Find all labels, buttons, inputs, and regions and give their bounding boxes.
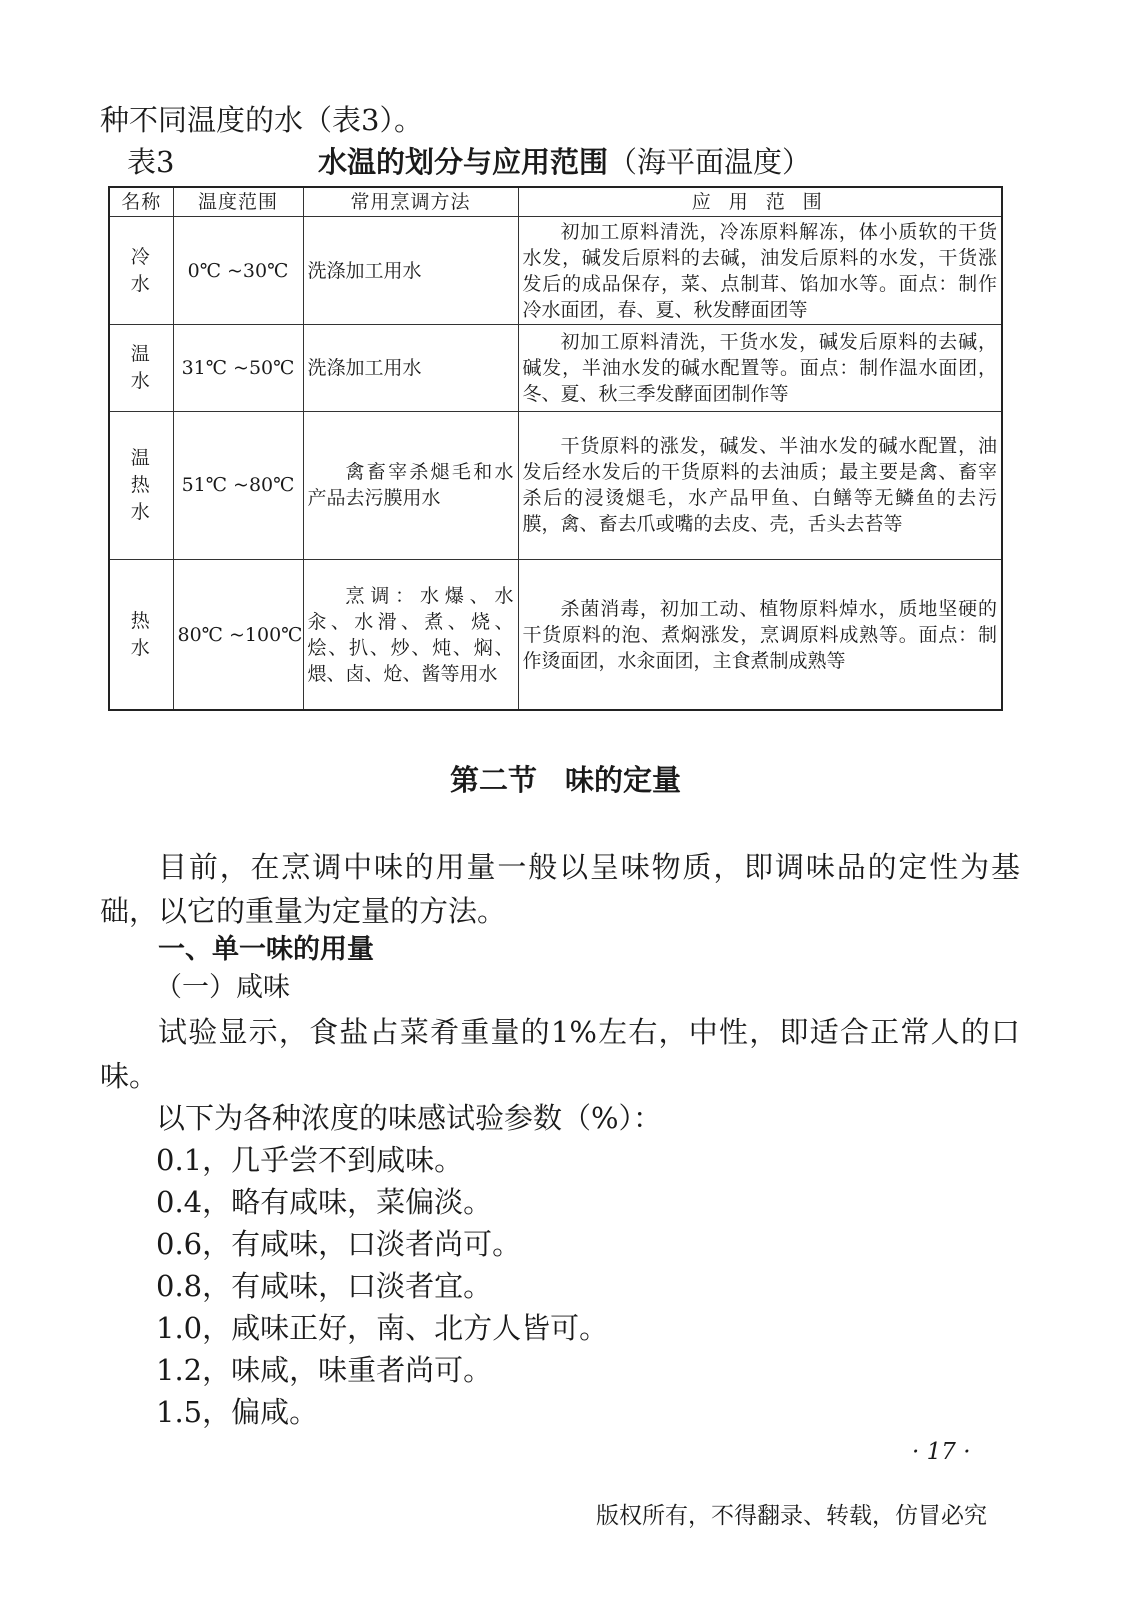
section-title-text: 味的定量	[565, 763, 682, 797]
subheading-salty: （一）咸味	[155, 972, 290, 1003]
row-temperature: 0℃ ~30℃	[173, 217, 303, 325]
list-item: 0.4，略有咸味，菜偏淡。	[156, 1185, 493, 1219]
header-method: 常用烹调方法	[303, 187, 518, 217]
row-name-char: 热	[130, 609, 152, 632]
table-row	[109, 325, 1002, 411]
section-title	[0, 760, 1131, 800]
row-application: 杀菌消毒，初加工动、植物原料焯水，质地坚硬的干货原料的泡、煮焖涨发，烹调原料成熟等。面点：制作烫面团，水汆面团，主食煮制成熟等	[518, 560, 1002, 710]
row-application: 初加工原料清洗，干货水发，碱发后原料的去碱，碱发，半油水发的碱水配置等。面点：制作温水面团，冬、夏、秋三季发酵面团制作等	[518, 325, 1002, 411]
copyright-footer: 版权所有，不得翻录、转载，仿冒必究	[596, 1503, 987, 1529]
header-temperature: 温度范围	[173, 187, 303, 217]
header-name: 名称	[109, 187, 173, 217]
header-application: 应 用 范 围	[518, 187, 1002, 217]
list-item: 0.8，有咸味，口淡者宜。	[156, 1269, 493, 1303]
row-name	[109, 560, 173, 710]
list-lead: 以下为各种浓度的味感试验参数（%）：	[156, 1101, 663, 1135]
row-name-char: 水	[130, 369, 152, 392]
table-row	[109, 411, 1002, 559]
paragraph: 目前，在烹调中味的用量一般以呈味物质，即调味品的定性为基础，以它的重量为定量的方法。	[100, 850, 1020, 928]
salt-concentration-list	[156, 1097, 662, 1433]
list-item: 1.0，咸味正好，南、北方人皆可。	[156, 1311, 609, 1345]
row-name-char: 水	[130, 272, 152, 295]
list-item: 1.5，偏咸。	[156, 1395, 319, 1429]
row-name	[109, 217, 173, 325]
heading-single-flavor-dosage: 一、单一味的用量	[158, 934, 374, 965]
row-temperature: 51℃ ~80℃	[173, 411, 303, 559]
table-row	[109, 217, 1002, 325]
table-caption-paren: （海平面温度）	[608, 145, 812, 179]
list-item: 0.6，有咸味，口淡者尚可。	[156, 1227, 522, 1261]
row-name-char: 冷	[130, 245, 152, 268]
row-name-char: 温	[130, 342, 152, 365]
list-item: 1.2，味咸，味重者尚可。	[156, 1353, 493, 1387]
row-temperature: 80℃ ~100℃	[173, 560, 303, 710]
row-name-char: 水	[130, 636, 152, 659]
row-name-char: 热	[130, 473, 152, 496]
table-header-row	[109, 187, 1002, 217]
paragraph: 试验显示，食盐占菜肴重量的1%左右，中性，即适合正常人的口味。	[100, 1015, 1020, 1093]
row-application: 初加工原料清洗，冷冻原料解冻，体小质软的干货水发，碱发后原料的去碱，油发后原料的水发，干货涨发后的成品保存，菜、点制茸、馅加水等。面点：制作冷水面团，春、夏、秋发酵面团等	[518, 217, 1002, 325]
table-row	[109, 560, 1002, 710]
list-item: 0.1，几乎尝不到咸味。	[156, 1143, 464, 1177]
row-method: 烹调：水爆、水汆、水滑、煮、烧、烩、扒、炒、炖、焖、煨、卤、炝、酱等用水	[303, 560, 518, 710]
page-number: · 17 ·	[912, 1439, 971, 1465]
water-temperature-table	[108, 186, 1003, 711]
row-name	[109, 411, 173, 559]
table-caption-title	[318, 142, 811, 182]
row-temperature: 31℃ ~50℃	[173, 325, 303, 411]
row-name-char: 温	[130, 446, 152, 469]
table-caption-number: 表3	[127, 145, 175, 179]
intro-text: 种不同温度的水（表3）。	[100, 103, 423, 137]
row-name-char: 水	[130, 500, 152, 523]
row-method: 洗涤加工用水	[303, 325, 518, 411]
table-caption-title-text: 水温的划分与应用范围	[318, 145, 609, 179]
row-application: 干货原料的涨发，碱发、半油水发的碱水配置，油发后经水发后的干货原料的去油质；最主要是禽、畜宰杀后的浸烫煺毛，水产品甲鱼、白鳝等无鳞鱼的去污膜，禽、畜去爪或嘴的去皮、壳，舌头去苔等	[518, 411, 1002, 559]
row-method: 禽畜宰杀煺毛和水产品去污膜用水	[303, 411, 518, 559]
row-method: 洗涤加工用水	[303, 217, 518, 325]
row-name	[109, 325, 173, 411]
section-title-number: 第二节	[449, 763, 537, 797]
